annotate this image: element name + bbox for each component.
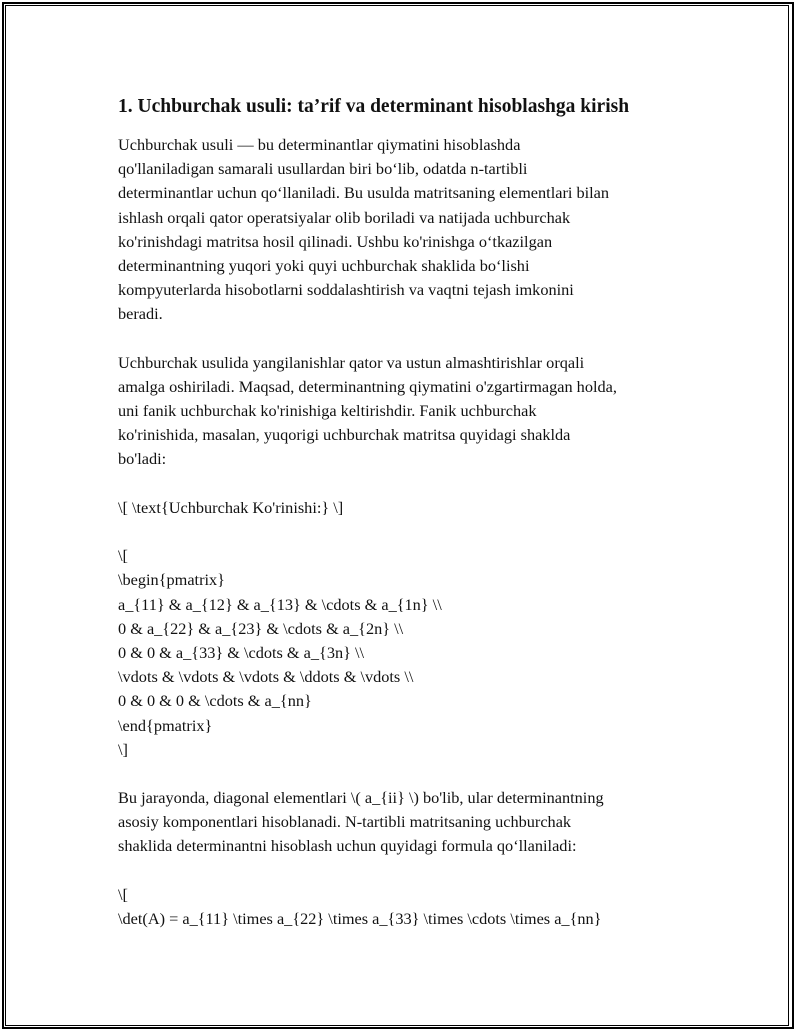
paragraph-definition (118, 133, 703, 327)
determinant-latex-block (118, 883, 703, 931)
text-line: ko'rinishdagi matritsa hosil qilinadi. Ushbu ko'rinishga o‘tkazilgan (118, 231, 553, 251)
paragraph-method (118, 351, 703, 472)
text-line: bo'ladi: (118, 449, 167, 469)
latex-line: 0 & 0 & 0 & \cdots & a_{nn} (118, 691, 312, 711)
paragraph-spacer (118, 762, 703, 786)
latex-line: \end{pmatrix} (118, 715, 213, 735)
paragraph-spacer (118, 327, 703, 351)
text-line: ko'rinishida, masalan, yuqorigi uchburchak matritsa quyidagi shaklda (118, 425, 571, 445)
paragraph-diagonal (118, 786, 703, 859)
matrix-latex-block (118, 544, 703, 762)
latex-line: \det(A) = a_{11} \times a_{22} \times a_{33} \times \cdots \times a_{nn} (118, 909, 602, 928)
text-line: determinantlar uchun qo‘llaniladi. Bu usulda matritsaning elementlari bilan (118, 183, 610, 203)
text-line: uni fanik uchburchak ko'rinishiga keltirishdir. Fanik uchburchak (118, 401, 537, 421)
text-line: asosiy komponentlari hisoblanadi. N-tartibli matritsaning uchburchak (118, 812, 572, 832)
formula-label: \[ \text{Uchburchak Ko'rinishi:} \] (118, 497, 344, 517)
text-line: determinantning yuqori yoki quyi uchburchak shaklida bo‘lishi (118, 255, 530, 275)
text-line: ishlash orqali qator operatsiyalar olib boriladi va natijada uchburchak (118, 207, 571, 227)
latex-line: 0 & a_{22} & a_{23} & \cdots & a_{2n} \\ (118, 618, 404, 638)
text-line: Uchburchak usulida yangilanishlar qator va ustun almashtirishlar orqali (118, 352, 585, 372)
text-line: beradi. (118, 304, 163, 324)
text-line: kompyuterlarda hisobotlarni soddalashtirish va vaqtni tejash imkonini (118, 280, 574, 300)
document-body (118, 94, 703, 931)
latex-line: 0 & 0 & a_{33} & \cdots & a_{3n} \\ (118, 642, 365, 662)
latex-line: \[ (118, 546, 128, 566)
paragraph-spacer (118, 859, 703, 883)
latex-line: \[ (118, 884, 128, 904)
latex-line: a_{11} & a_{12} & a_{13} & \cdots & a_{1n} \\ (118, 594, 442, 614)
text-line: qo'llaniladigan samarali usullardan biri bo‘lib, odatda n-tartibli (118, 159, 528, 179)
latex-line: \begin{pmatrix} (118, 570, 225, 590)
section-heading: 1. Uchburchak usuli: ta’rif va determinant hisoblashga kirish (118, 96, 630, 117)
latex-line: \] (118, 739, 128, 759)
paragraph-spacer (118, 520, 703, 544)
text-line: Uchburchak usuli — bu determinantlar qiymatini hisoblashda (118, 135, 521, 154)
text-line: shaklida determinantni hisoblash uchun quyidagi formula qo‘llaniladi: (118, 836, 577, 856)
text-line: Bu jarayonda, diagonal elementlari \( a_{ii} \) bo'lib, ular determinantning (118, 788, 604, 808)
paragraph-spacer (118, 472, 703, 496)
text-line: amalga oshiriladi. Maqsad, determinantning qiymatini o'zgartirmagan holda, (118, 376, 617, 396)
latex-line: \vdots & \vdots & \vdots & \ddots & \vdots \\ (118, 667, 414, 687)
